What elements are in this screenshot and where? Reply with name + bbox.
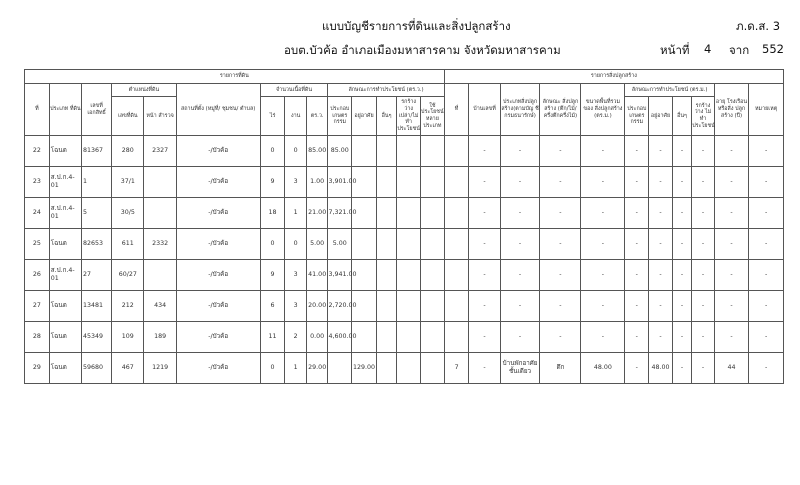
table-row [25,198,784,229]
cell-no: 24 [25,198,50,229]
cell-place: -/บัวค้อ [176,136,260,167]
cell-ngan: 3 [285,260,307,291]
cell-doc: 81367 [82,136,112,167]
building-use-group: ลักษณะการทำประโยชน์ (ตร.ม.) [625,84,714,97]
land-items-header: รายการที่ดิน [25,70,445,84]
cell-house: - [469,260,500,291]
cell-house: - [469,198,500,229]
cell-bagri: - [625,136,649,167]
cell-rai: 9 [260,167,285,198]
col-land-other: อื่นๆ [376,97,396,136]
cell-bnature: - [540,136,581,167]
cell-barea: - [581,229,625,260]
cell-bno: 7 [444,353,469,384]
col-building-type: ประเภทสิ่งปลูก สร้าง(ตามบัญ ชีกรมธนารักษ์) [500,84,540,136]
col-building-vacant: รกร้างว่าง ไม่ทำ ประโยชน์ [692,97,715,136]
col-land-mixed: ใช้ประโยชน์ หลาย ประเภท [420,97,444,136]
cell-house: - [469,136,500,167]
table-row [25,229,784,260]
cell-bother: - [672,167,691,198]
cell-vacant [397,136,421,167]
cell-age: - [714,198,748,229]
cell-agri: 85.00 [328,136,352,167]
cell-doc: 13481 [82,291,112,322]
cell-ngan: 3 [285,167,307,198]
cell-parcel: 212 [112,291,144,322]
cell-res: 129.00 [352,353,377,384]
cell-parcel: 109 [112,322,144,353]
cell-vacant [397,322,421,353]
cell-place: -/บัวค้อ [176,229,260,260]
cell-doc: 59680 [82,353,112,384]
cell-wa: 0.00 [306,322,328,353]
cell-survey: 434 [144,291,176,322]
cell-house: - [469,167,500,198]
cell-wa: 1.00 [306,167,328,198]
organization-line: อบต.บัวค้อ อำเภอเมืองมหาสารคาม จังหวัดมหาสารคาม [284,43,561,57]
cell-other [376,291,396,322]
cell-bvacant: - [692,291,715,322]
cell-mixed [420,167,444,198]
cell-rai: 0 [260,136,285,167]
cell-survey: 1219 [144,353,176,384]
table-row [25,136,784,167]
cell-other [376,198,396,229]
cell-survey: 189 [144,322,176,353]
cell-house: - [469,353,500,384]
total-pages: 552 [762,42,784,56]
col-location: สถานที่ตั้ง (หมู่ที่/ ชุมชน/ ตำบล) [176,84,260,136]
cell-bvacant: - [692,322,715,353]
cell-bres: - [649,167,673,198]
of-label: จาก [729,43,750,57]
cell-other [376,322,396,353]
cell-type: ส.ป.ก.4-01 [49,167,81,198]
cell-rai: 0 [260,353,285,384]
cell-mixed [420,136,444,167]
cell-doc: 5 [82,198,112,229]
cell-other [376,229,396,260]
cell-bno [444,229,469,260]
cell-bother: - [672,260,691,291]
cell-rai: 9 [260,260,285,291]
cell-ngan: 3 [285,291,307,322]
cell-no: 27 [25,291,50,322]
cell-other [376,260,396,291]
cell-barea: 48.00 [581,353,625,384]
cell-bnature: - [540,229,581,260]
cell-vacant [397,229,421,260]
col-rai: ไร่ [260,97,285,136]
cell-bno [444,198,469,229]
cell-age: - [714,260,748,291]
cell-age: - [714,291,748,322]
cell-place: -/บัวค้อ [176,291,260,322]
col-no: ที่ [25,84,50,136]
cell-bno [444,167,469,198]
cell-type: ส.ป.ก.4-01 [49,260,81,291]
cell-bnature: ตึก [540,353,581,384]
cell-vacant [397,167,421,198]
cell-btype: - [500,260,540,291]
cell-type: ส.ป.ก.4-01 [49,198,81,229]
cell-house: - [469,229,500,260]
cell-parcel: 37/1 [112,167,144,198]
cell-barea: - [581,260,625,291]
col-building-no: ที่ [444,84,469,136]
cell-bother: - [672,353,691,384]
cell-place: -/บัวค้อ [176,322,260,353]
col-building-agriculture: ประกอบ เกษตร กรรม [625,97,649,136]
cell-ngan: 1 [285,353,307,384]
cell-rai: 18 [260,198,285,229]
col-survey-page: หน้า สำรวจ [144,97,176,136]
cell-bres: - [649,291,673,322]
cell-note: - [749,291,784,322]
cell-rai: 6 [260,291,285,322]
page-label: หน้าที่ [660,43,690,57]
cell-bvacant: - [692,229,715,260]
cell-mixed [420,260,444,291]
cell-agri: 7,321.00 [328,198,352,229]
cell-age: 44 [714,353,748,384]
cell-bagri: - [625,167,649,198]
cell-doc: 82653 [82,229,112,260]
cell-wa: 85.00 [306,136,328,167]
cell-age: - [714,229,748,260]
cell-bother: - [672,291,691,322]
cell-bres: - [649,260,673,291]
cell-house: - [469,322,500,353]
form-code: ภ.ด.ส. 3 [736,19,781,33]
cell-wa: 5.00 [306,229,328,260]
cell-type: โฉนด [49,353,81,384]
cell-agri: 2,720.00 [328,291,352,322]
cell-bnature: - [540,322,581,353]
cell-bvacant: - [692,167,715,198]
col-land-agriculture: ประกอบ เกษตร กรรม [328,97,352,136]
col-note: หมายเหตุ [749,84,784,136]
col-building-age: อายุ โรงเรือน หรือสิ่ง ปลูกสร้าง (ปี) [714,84,748,136]
cell-no: 23 [25,167,50,198]
cell-type: โฉนด [49,322,81,353]
cell-parcel: 611 [112,229,144,260]
cell-bagri: - [625,260,649,291]
cell-place: -/บัวค้อ [176,353,260,384]
cell-mixed [420,291,444,322]
cell-barea: - [581,322,625,353]
cell-btype: - [500,291,540,322]
cell-res [352,136,377,167]
cell-barea: - [581,136,625,167]
table-row [25,167,784,198]
cell-no: 29 [25,353,50,384]
cell-no: 25 [25,229,50,260]
cell-bvacant: - [692,260,715,291]
cell-ngan: 0 [285,229,307,260]
col-doc-number: เลขที่ เอกสิทธิ์ [82,84,112,136]
cell-rai: 0 [260,229,285,260]
page-number: 4 [704,42,712,56]
cell-survey [144,260,176,291]
cell-survey: 2327 [144,136,176,167]
cell-bno [444,291,469,322]
table-row [25,260,784,291]
cell-bres: 48.00 [649,353,673,384]
land-use-group: ลักษณะการทำประโยชน์ (ตร.ว.) [328,84,444,97]
cell-bother: - [672,229,691,260]
cell-vacant [397,291,421,322]
cell-doc: 27 [82,260,112,291]
cell-note: - [749,136,784,167]
cell-btype: - [500,322,540,353]
cell-bno [444,136,469,167]
cell-bres: - [649,322,673,353]
cell-no: 26 [25,260,50,291]
cell-bother: - [672,198,691,229]
cell-mixed [420,322,444,353]
cell-bno [444,322,469,353]
cell-bres: - [649,229,673,260]
cell-bagri: - [625,198,649,229]
cell-ngan: 0 [285,136,307,167]
col-building-nature: ลักษณะ สิ่งปลูกสร้าง (ตึก/ไม้/ ครึ่งตึกครึ่งไม้) [540,84,581,136]
cell-survey [144,167,176,198]
col-building-area: ขนาดพื้นที่รวม ของ สิ่งปลูกสร้าง (ตร.ม.) [581,84,625,136]
cell-agri: 3,901.00 [328,167,352,198]
cell-bother: - [672,136,691,167]
cell-mixed [420,198,444,229]
land-location-group: ตำแหน่งที่ดิน [112,84,177,97]
cell-bvacant: - [692,136,715,167]
col-building-residential: อยู่อาศัย [649,97,673,136]
cell-bagri: - [625,229,649,260]
cell-no: 28 [25,322,50,353]
cell-bnature: - [540,260,581,291]
cell-bnature: - [540,198,581,229]
col-ngan: งาน [285,97,307,136]
cell-other [376,167,396,198]
cell-survey: 2332 [144,229,176,260]
cell-type: โฉนด [49,291,81,322]
cell-parcel: 60/27 [112,260,144,291]
col-building-other: อื่นๆ [672,97,691,136]
cell-bagri: - [625,322,649,353]
cell-doc: 45349 [82,322,112,353]
cell-vacant [397,353,421,384]
cell-note: - [749,260,784,291]
cell-bnature: - [540,167,581,198]
cell-agri: 3,941.00 [328,260,352,291]
cell-wa: 20.00 [306,291,328,322]
cell-place: -/บัวค้อ [176,260,260,291]
cell-bvacant: - [692,353,715,384]
cell-age: - [714,167,748,198]
col-parcel-number: เลขที่ดิน [112,97,144,136]
cell-res [352,229,377,260]
cell-other [376,353,396,384]
col-land-vacant: รกร้างว่าง เปล่า/ไม่ทำ ประโยชน์ [397,97,421,136]
cell-btype: บ้านพักอาศัยชั้นเดียว [500,353,540,384]
cell-type: โฉนด [49,229,81,260]
cell-barea: - [581,291,625,322]
cell-bvacant: - [692,198,715,229]
cell-mixed [420,353,444,384]
cell-note: - [749,229,784,260]
cell-btype: - [500,229,540,260]
cell-agri [328,353,352,384]
cell-note: - [749,322,784,353]
col-house-number: บ้านเลขที่ [469,84,500,136]
cell-vacant [397,260,421,291]
cell-barea: - [581,198,625,229]
col-square-wa: ตร.ว. [306,97,328,136]
col-land-residential: อยู่อาศัย [352,97,377,136]
cell-ngan: 1 [285,198,307,229]
cell-btype: - [500,136,540,167]
cell-wa: 21.00 [306,198,328,229]
table-row [25,291,784,322]
cell-mixed [420,229,444,260]
cell-vacant [397,198,421,229]
cell-bno [444,260,469,291]
cell-bres: - [649,136,673,167]
cell-ngan: 2 [285,322,307,353]
cell-bother: - [672,322,691,353]
cell-place: -/บัวค้อ [176,167,260,198]
table-row [25,322,784,353]
cell-bagri: - [625,291,649,322]
table-row [25,353,784,384]
cell-parcel: 467 [112,353,144,384]
cell-agri: 5.00 [328,229,352,260]
cell-bnature: - [540,291,581,322]
cell-parcel: 30/5 [112,198,144,229]
document-title: แบบบัญชีรายการที่ดินและสิ่งปลูกสร้าง [322,19,511,33]
cell-bres: - [649,198,673,229]
cell-rai: 11 [260,322,285,353]
cell-btype: - [500,167,540,198]
cell-doc: 1 [82,167,112,198]
cell-note: - [749,167,784,198]
building-items-header: รายการสิ่งปลูกสร้าง [444,70,783,84]
cell-age: - [714,136,748,167]
cell-wa: 29.00 [306,353,328,384]
cell-place: -/บัวค้อ [176,198,260,229]
cell-house: - [469,291,500,322]
cell-wa: 41.00 [306,260,328,291]
cell-btype: - [500,198,540,229]
cell-survey [144,198,176,229]
cell-other [376,136,396,167]
cell-note: - [749,353,784,384]
cell-agri: 4,600.00 [328,322,352,353]
cell-no: 22 [25,136,50,167]
register-table [24,69,784,384]
cell-type: โฉนด [49,136,81,167]
cell-bagri: - [625,353,649,384]
cell-note: - [749,198,784,229]
land-area-group: จำนวนเนื้อที่ดิน [260,84,328,97]
cell-age: - [714,322,748,353]
cell-barea: - [581,167,625,198]
cell-parcel: 280 [112,136,144,167]
col-land-type: ประเภท ที่ดิน [49,84,81,136]
